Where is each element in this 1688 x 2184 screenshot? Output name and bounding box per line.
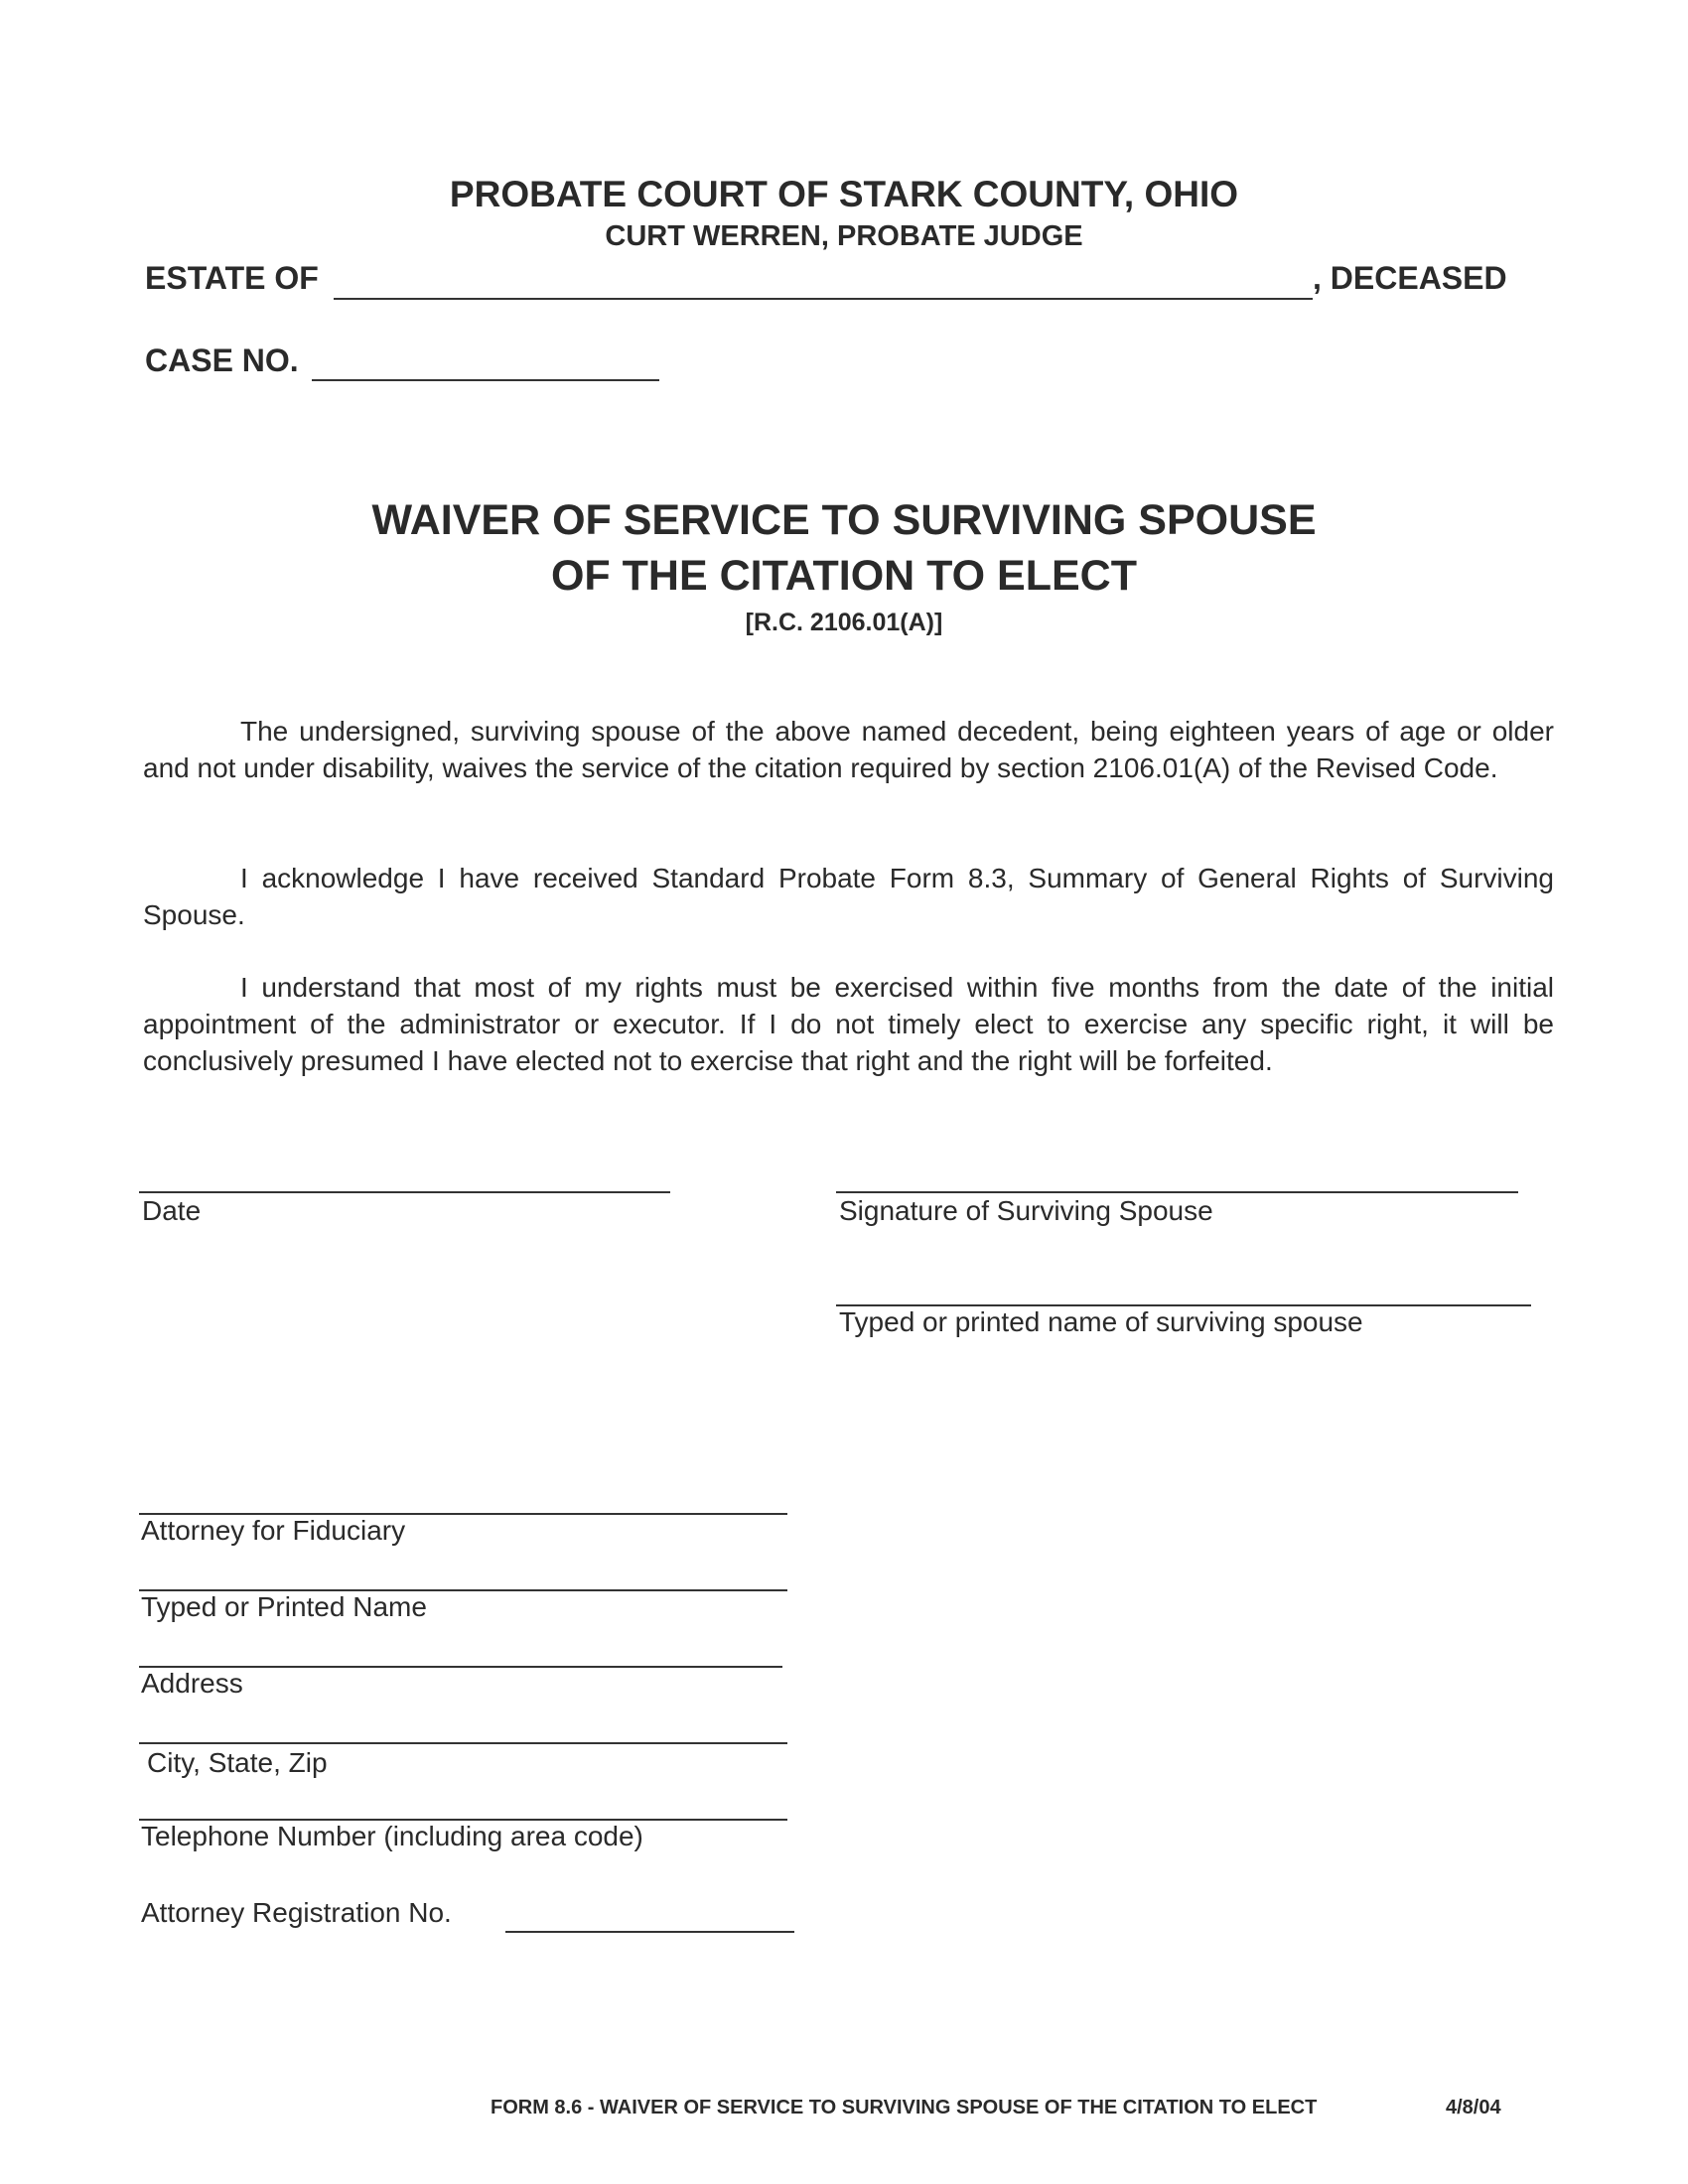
case-number-label: CASE NO.: [145, 342, 299, 378]
acknowledgment-paragraph-text: I acknowledge I have received Standard Probate Form 8.3, Summary of General Rights of Surviving Spouse.: [143, 863, 1554, 930]
form-title-line-2: OF THE CITATION TO ELECT: [550, 552, 1138, 600]
spouse-name-label: Typed or printed name of surviving spouse: [839, 1306, 1363, 1337]
acknowledgment-paragraph: [143, 860, 1554, 933]
court-name: PROBATE COURT OF STARK COUNTY, OHIO: [449, 174, 1239, 214]
estate-label: ESTATE OF: [145, 260, 319, 296]
rights-paragraph-text: I understand that most of my rights must be exercised within five months from the date of the initial appointment of the administrator or executor. If I do not timely elect to exercise any specific right, it will be conclusively presumed I have elected not to exercise that right and the right will be forfeited.: [143, 972, 1554, 1076]
attorney-address-label: Address: [141, 1668, 243, 1699]
date-label: Date: [142, 1195, 202, 1226]
rights-paragraph: [143, 969, 1554, 1079]
deceased-label: , DECEASED: [1313, 260, 1507, 296]
attorney-registration-field[interactable]: [505, 1931, 794, 1933]
estate-name-field[interactable]: [334, 298, 1313, 300]
footer-form-title: FORM 8.6 - WAIVER OF SERVICE TO SURVIVING SPOUSE OF THE CITATION TO ELECT: [491, 2097, 1318, 2118]
attorney-city-field[interactable]: [139, 1742, 787, 1744]
form-title-line-1: WAIVER OF SERVICE TO SURVIVING SPOUSE: [371, 496, 1317, 544]
date-field[interactable]: [139, 1191, 670, 1193]
attorney-fiduciary-label: Attorney for Fiduciary: [141, 1515, 406, 1546]
footer-revision-date: 4/8/04: [1446, 2097, 1501, 2118]
judge-name: CURT WERREN, PROBATE JUDGE: [605, 220, 1083, 252]
case-number-field[interactable]: [312, 379, 659, 381]
spouse-signature-field[interactable]: [836, 1191, 1518, 1193]
attorney-city-label: City, State, Zip: [147, 1747, 328, 1778]
waiver-paragraph: [143, 713, 1554, 786]
statute-citation: [R.C. 2106.01(A)]: [745, 609, 943, 636]
waiver-paragraph-text: The undersigned, surviving spouse of the above named decedent, being eighteen years of age or older and not under disability, waives the service of the citation required by section 2106.01(A) of the Revised Code.: [143, 716, 1554, 783]
attorney-registration-label: Attorney Registration No.: [141, 1897, 452, 1928]
spouse-signature-label: Signature of Surviving Spouse: [839, 1195, 1213, 1226]
attorney-phone-label: Telephone Number (including area code): [141, 1821, 643, 1851]
attorney-name-label: Typed or Printed Name: [141, 1591, 427, 1622]
